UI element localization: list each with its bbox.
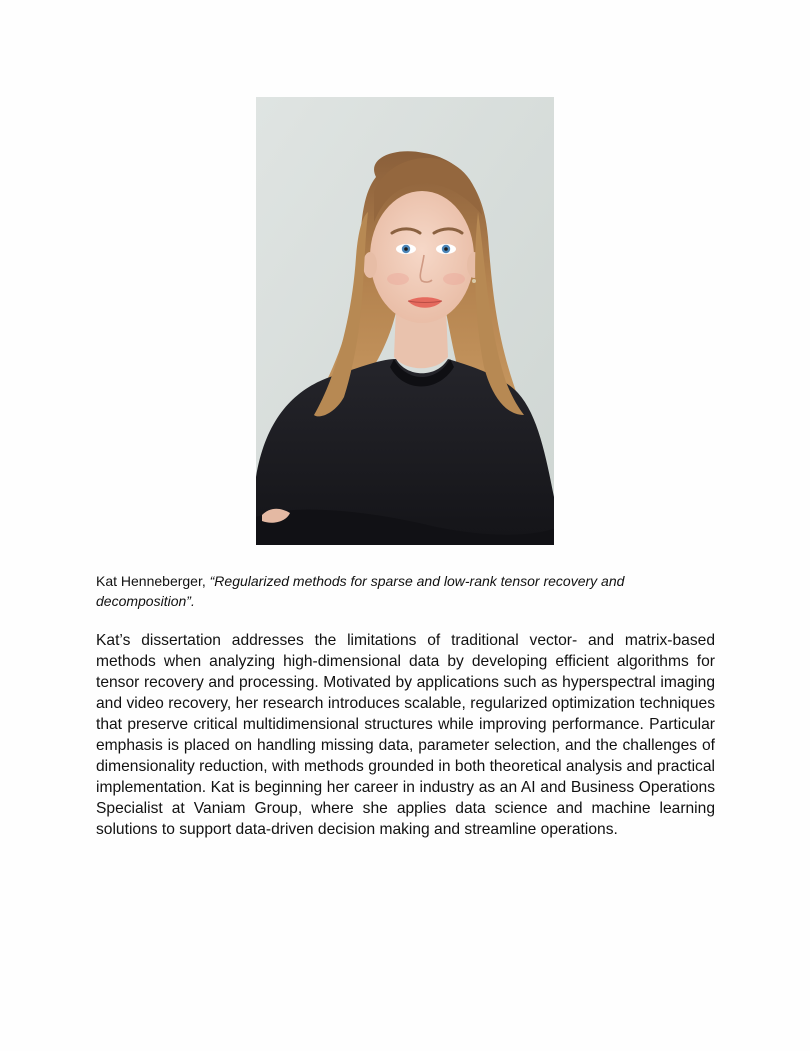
biography-paragraph: Kat’s dissertation addresses the limitations of traditional vector- and matrix-based methods when analyzing high-dimensional data by developing efficient algorithms for tensor recovery and processing. Motivated by applications such as hyperspectral imaging and video recovery, her research introduces scalable, regularized optimization techniques that preserve critical multidimensional structures while improving performance. Particular emphasis is placed on handling missing data, parameter selection, and the challenges of dimensionality reduction, with methods grounded in both theoretical analysis and practical implementation. Kat is beginning her career in industry as an AI and Business Operations Specialist at Vaniam Group, where she applies data science and machine learning solutions to support data-driven decision making and streamline operations. <box>96 632 715 838</box>
photo-caption <box>96 571 716 611</box>
earring <box>472 279 476 283</box>
pupil-right <box>444 247 448 251</box>
pupil-left <box>404 247 408 251</box>
ear-left <box>363 252 377 278</box>
dissertation-title: “Regularized methods for sparse and low-rank tensor recovery and decomposition”. <box>96 573 625 609</box>
cheek-right <box>443 273 465 285</box>
portrait-illustration <box>256 97 554 545</box>
cheek-left <box>387 273 409 285</box>
portrait-photo <box>256 97 554 545</box>
student-name: Kat Henneberger, <box>96 573 206 589</box>
